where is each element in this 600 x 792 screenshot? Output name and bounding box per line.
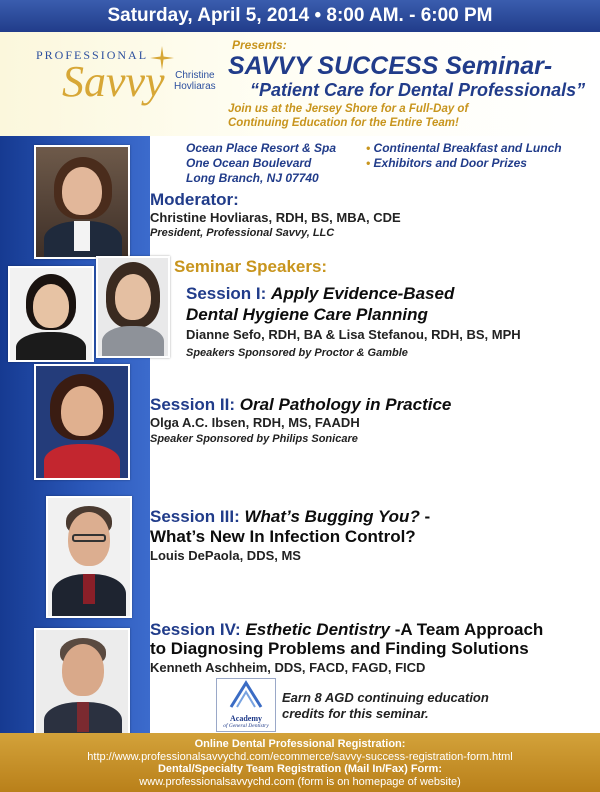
session-3-title-line-2: What’s New In Infection Control? <box>150 527 416 546</box>
agd-credits <box>282 690 489 722</box>
agd-logo-line-1: Academy <box>230 714 262 723</box>
logo-name <box>174 70 216 92</box>
logo-wordmark-top: PROFESSIONAL <box>36 48 149 62</box>
logo-name-first: Christine <box>175 70 215 81</box>
session-2-speakers: Olga A.C. Ibsen, RDH, MS, FAADH <box>150 415 360 430</box>
perks-list <box>366 141 562 171</box>
moderator-role: President, Professional Savvy, LLC <box>150 227 335 239</box>
seminar-subtitle: “Patient Care for Dental Professionals” <box>250 80 586 100</box>
online-registration-link[interactable]: http://www.professionalsavvychd.com/ecommerce/savvy-success-registration-form.html <box>87 750 513 763</box>
bullet-icon: • <box>366 141 371 155</box>
session-3-speakers: Louis DePaola, DDS, MS <box>150 548 301 563</box>
moderator-heading: Moderator: <box>150 190 239 209</box>
agd-credits-line-2: credits for this seminar. <box>282 706 429 721</box>
sparkle-icon <box>150 46 174 70</box>
session-3-title-line-2-wrap <box>150 527 416 547</box>
speakers-heading: Seminar Speakers: <box>174 257 328 276</box>
perk-label: Continental Breakfast and Lunch <box>373 141 562 155</box>
tagline-line-1: Join us at the Jersey Shore for a Full-Day of <box>228 103 469 115</box>
online-registration-label: Online Dental Professional Registration: <box>194 738 406 750</box>
session-1-title-line-2-wrap <box>186 305 428 325</box>
venue-street: One Ocean Boulevard <box>186 156 312 170</box>
venue-name: Ocean Place Resort & Spa <box>186 141 337 155</box>
session-1-heading <box>186 284 454 304</box>
date-banner-text: Saturday, April 5, 2014 • 8:00 AM. - 6:00 PM <box>107 5 493 26</box>
agd-arch-icon <box>217 679 275 709</box>
session-1-label: Session I: <box>186 284 267 303</box>
speaker-photo-dianne-sefo <box>8 266 94 362</box>
team-registration-label: Dental/Specialty Team Registration (Mail In/Fax) Form: <box>157 763 443 775</box>
perk-label: Exhibitors and Door Prizes <box>373 156 527 170</box>
session-3-title-line-1: What’s Bugging You? <box>244 507 420 526</box>
session-2-label: Session II: <box>150 395 236 414</box>
presents-label: Presents: <box>232 38 287 52</box>
session-2-heading <box>150 395 451 415</box>
session-3-heading <box>150 507 430 527</box>
agd-credits-line-1: Earn 8 AGD continuing education <box>282 690 489 705</box>
session-4-title-line-1-rest: -A Team Approach <box>389 620 544 639</box>
logo-name-last: Hovliaras <box>174 81 216 92</box>
session-3-title-suffix: - <box>419 507 431 526</box>
agd-logo <box>216 678 276 732</box>
seminar-title: SAVVY SUCCESS Seminar- <box>228 52 553 80</box>
speaker-photo-louis-depaola <box>46 496 132 618</box>
moderator-name: Christine Hovliaras, RDH, BS, MBA, CDE <box>150 210 401 225</box>
session-1-speakers: Dianne Sefo, RDH, BA & Lisa Stefanou, RDH, BS, MPH <box>186 327 521 342</box>
bullet-icon: • <box>366 156 371 170</box>
agd-logo-line-2: of General Dentistry <box>223 723 269 729</box>
session-2-sponsor: Speaker Sponsored by Philips Sonicare <box>150 433 358 445</box>
session-4-label: Session IV: <box>150 620 241 639</box>
session-4-title-line-2: to Diagnosing Problems and Finding Solutions <box>150 639 529 658</box>
registration-footer <box>0 733 600 792</box>
moderator-photo <box>34 145 130 259</box>
session-1-title-line-1: Apply Evidence-Based <box>271 284 455 303</box>
session-4-title-line-2-wrap <box>150 639 529 659</box>
logo-script: Savvy <box>62 57 165 106</box>
session-4-speakers: Kenneth Aschheim, DDS, FACD, FAGD, FICD <box>150 660 426 675</box>
venue-city: Long Branch, NJ 07740 <box>186 171 319 185</box>
session-1-sponsor: Speakers Sponsored by Proctor & Gamble <box>186 347 408 359</box>
date-banner <box>0 0 600 32</box>
perk-item <box>366 156 562 171</box>
venue-address <box>186 141 336 186</box>
tagline-line-2: Continuing Education for the Entire Team! <box>228 117 459 129</box>
session-4-title-line-1: Esthetic Dentistry <box>245 620 390 639</box>
session-2-title: Oral Pathology in Practice <box>239 395 452 414</box>
session-4-heading <box>150 620 543 640</box>
speaker-photo-kenneth-aschheim <box>34 628 130 740</box>
speaker-photo-lisa-stefanou <box>96 256 170 358</box>
session-3-label: Session III: <box>150 507 240 526</box>
speaker-photo-olga-ibsen <box>34 364 130 480</box>
perk-item <box>366 141 562 156</box>
session-1-title-line-2: Dental Hygiene Care Planning <box>186 305 428 324</box>
team-registration-link[interactable]: www.professionalsavvychd.com (form is on homepage of website) <box>139 775 461 788</box>
